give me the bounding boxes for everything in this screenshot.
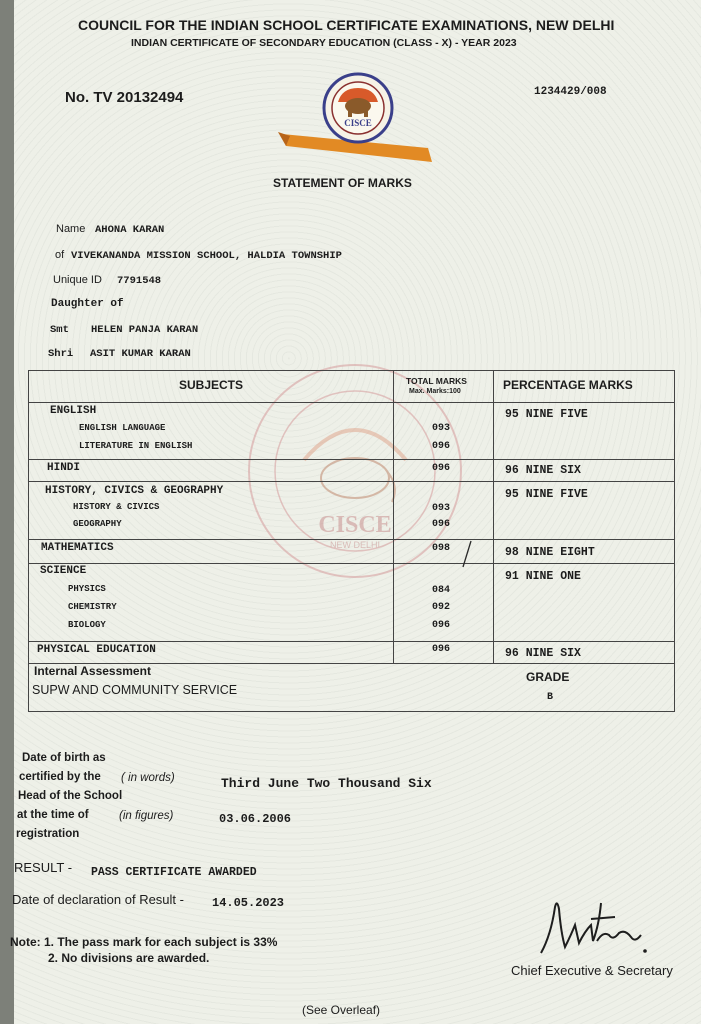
marks-biology: 096: [432, 620, 451, 631]
subject-chemistry: CHEMISTRY: [68, 602, 117, 612]
marks-geography: 096: [432, 519, 451, 530]
see-overleaf: (See Overleaf): [302, 1003, 381, 1017]
marks-history-civics: 093: [432, 503, 451, 514]
subject-history-civics: HISTORY & CIVICS: [73, 502, 160, 512]
pct-physical-education: 96 NINE SIX: [505, 647, 581, 660]
row-divider: [29, 481, 674, 482]
school-name: VIVEKANANDA MISSION SCHOOL, HALDIA TOWNSHIP: [71, 250, 342, 262]
dob-words: Third June Two Thousand Six: [221, 776, 432, 791]
pct-hcg: 95 NINE FIVE: [505, 488, 588, 501]
marks-table: [28, 370, 675, 712]
row-divider: [29, 402, 674, 403]
pct-english: 95 NINE FIVE: [505, 408, 588, 421]
row-divider: [29, 641, 674, 642]
page-edge: [0, 0, 14, 1024]
marks-physics: 084: [432, 585, 451, 596]
subject-science: SCIENCE: [40, 565, 87, 577]
in-words-label: ( in words): [121, 772, 175, 784]
supw-label: SUPW AND COMMUNITY SERVICE: [32, 683, 238, 697]
subject-english: ENGLISH: [50, 405, 97, 417]
declaration-label: Date of declaration of Result -: [12, 892, 184, 907]
cisce-logo: [278, 70, 438, 170]
reference-number: 1234429/008: [534, 86, 607, 98]
unique-id-label: Unique ID: [53, 274, 102, 286]
signature: [535, 895, 650, 957]
relation-label: Daughter of: [51, 298, 124, 310]
internal-assessment-label: Internal Assessment: [34, 664, 151, 678]
marks-hindi: 096: [432, 463, 451, 474]
dob-label-3: Head of the School: [18, 790, 123, 802]
dob-label-5: registration: [16, 828, 80, 840]
mother-name: HELEN PANJA KARAN: [91, 324, 199, 336]
subject-hcg: HISTORY, CIVICS & GEOGRAPHY: [45, 485, 224, 497]
certificate-number: No. TV 20132494: [65, 89, 184, 106]
row-divider: [29, 539, 674, 540]
subject-hindi: HINDI: [47, 462, 81, 474]
in-figures-label: (in figures): [119, 810, 174, 822]
watermark-text: CISCE: [318, 512, 392, 538]
note-2: 2. No divisions are awarded.: [48, 951, 210, 965]
signatory-title: Chief Executive & Secretary: [511, 963, 673, 978]
subject-mathematics: MATHEMATICS: [41, 542, 114, 554]
name-label: Name: [56, 223, 86, 235]
dob-figures: 03.06.2006: [219, 812, 292, 826]
father-label: Shri: [48, 348, 74, 360]
grade-value: B: [547, 692, 554, 703]
col-divider-1: [393, 371, 394, 663]
council-title: COUNCIL FOR THE INDIAN SCHOOL CERTIFICATE EXAMINATIONS, NEW DELHI: [78, 17, 615, 33]
grade-label: GRADE: [526, 670, 570, 684]
max-marks-note: Max. Marks:100: [409, 388, 461, 395]
row-divider: [29, 563, 674, 564]
subject-physics: PHYSICS: [68, 584, 106, 594]
pct-science: 91 NINE ONE: [505, 570, 581, 583]
marks-chemistry: 092: [432, 602, 451, 613]
subjects-header: SUBJECTS: [179, 378, 244, 392]
marks-physical-education: 096: [432, 644, 451, 655]
exam-title: INDIAN CERTIFICATE OF SECONDARY EDUCATION (CLASS - X) - YEAR 2023: [131, 37, 517, 49]
dob-label-4: at the time of: [17, 809, 89, 821]
percentage-header: PERCENTAGE MARKS: [503, 378, 633, 392]
col-divider-2: [493, 371, 494, 663]
mother-label: Smt: [50, 324, 69, 336]
subject-literature: LITERATURE IN ENGLISH: [79, 441, 193, 451]
watermark-subtext: NEW DELHI: [329, 540, 381, 550]
dob-label-2: certified by the: [19, 771, 101, 783]
row-divider: [29, 459, 674, 460]
marks-mathematics: 098: [432, 543, 451, 554]
of-label: of: [55, 249, 65, 261]
note-1: Note: 1. The pass mark for each subject is 33%: [10, 935, 278, 949]
declaration-date: 14.05.2023: [212, 896, 285, 910]
subject-english-language: ENGLISH LANGUAGE: [79, 423, 166, 433]
result-value: PASS CERTIFICATE AWARDED: [91, 866, 257, 879]
student-name: AHONA KARAN: [95, 224, 165, 236]
result-label: RESULT -: [14, 860, 73, 875]
pen-mark: [455, 533, 495, 573]
father-name: ASIT KUMAR KARAN: [90, 348, 191, 360]
subject-biology: BIOLOGY: [68, 620, 106, 630]
pct-mathematics: 98 NINE EIGHT: [505, 546, 595, 559]
statement-title: STATEMENT OF MARKS: [273, 176, 412, 190]
pct-hindi: 96 NINE SIX: [505, 464, 581, 477]
dob-label-1: Date of birth as: [22, 752, 106, 764]
subject-physical-education: PHYSICAL EDUCATION: [37, 644, 156, 656]
total-marks-header: TOTAL MARKS: [406, 376, 467, 386]
marks-literature: 096: [432, 441, 451, 452]
unique-id: 7791548: [117, 275, 162, 287]
subject-geography: GEOGRAPHY: [73, 519, 122, 529]
logo-text: CISCE: [344, 118, 372, 128]
marks-english-language: 093: [432, 423, 451, 434]
